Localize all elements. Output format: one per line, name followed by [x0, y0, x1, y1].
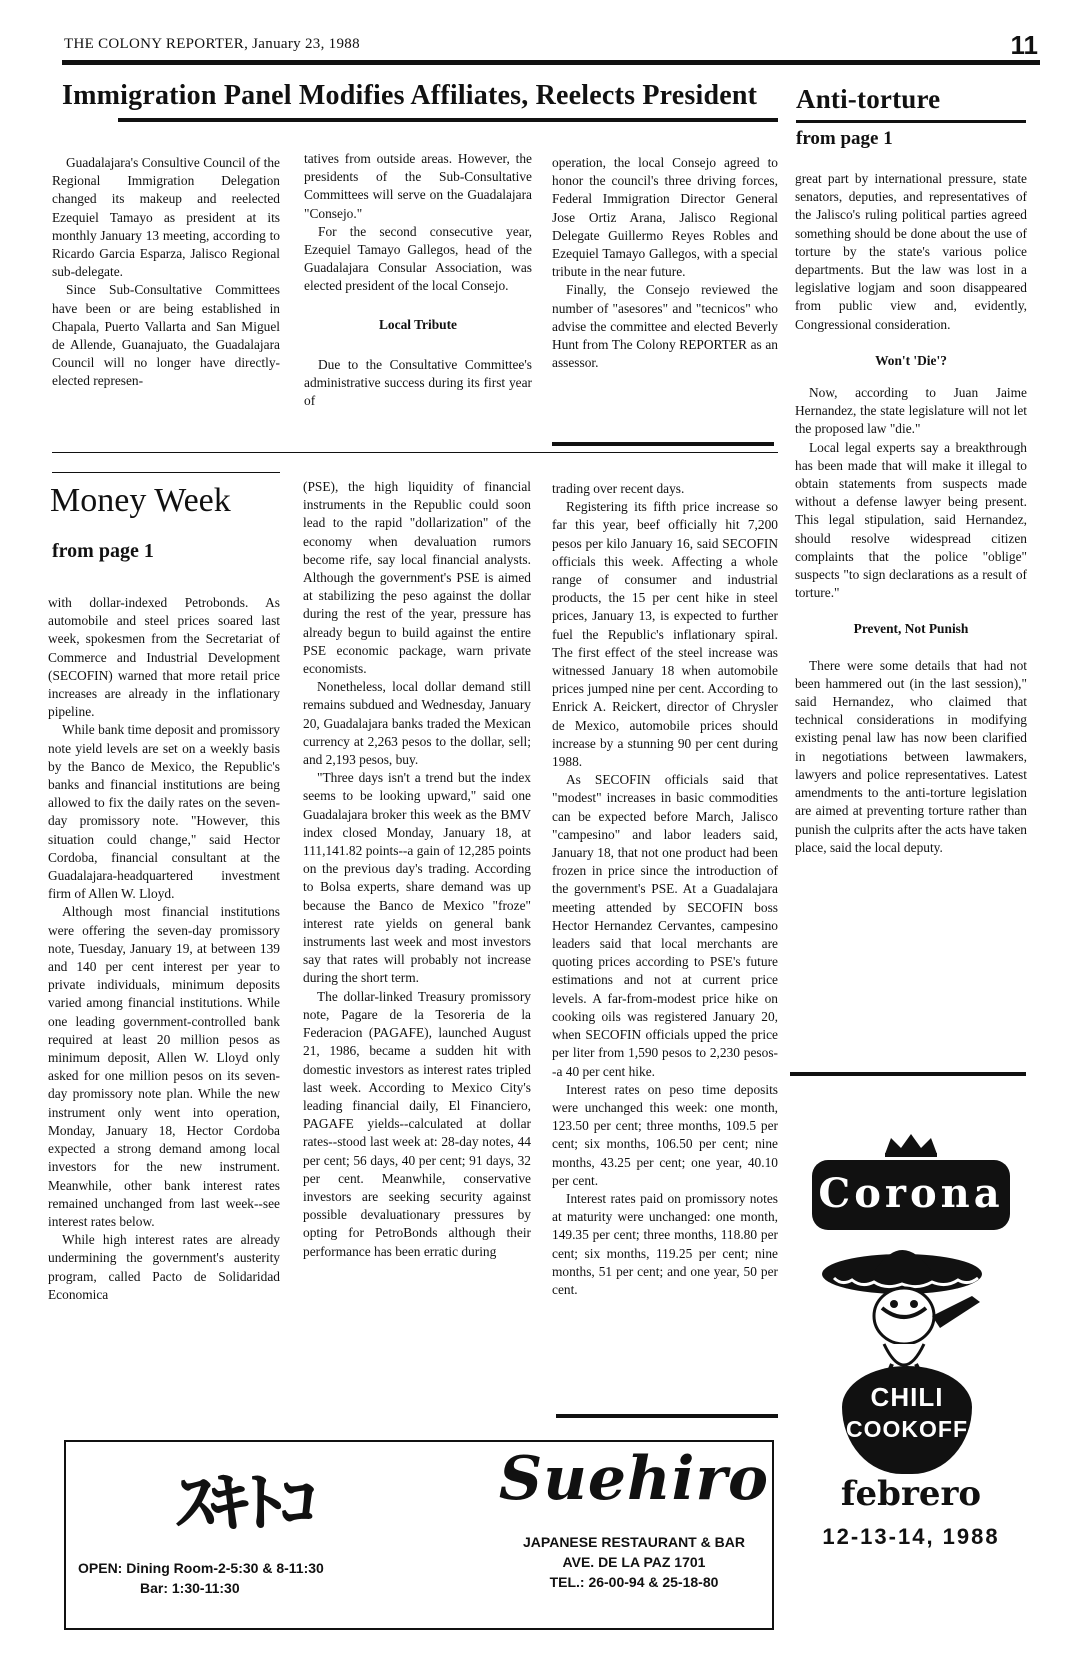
- corona-ad: [812, 1128, 1010, 1466]
- money-paragraph: As SECOFIN officials said that "modest" increases in basic commodities can be expected before March, Jalisco "campesino" and labor leaders said, January 18, that not one product had been frozen in price since the introduction of the government's PSE. At a Guadalajara meeting attended by SECOFIN boss Hector Hernandez Cervantes, campesino leaders said that local merchants are quoting prices according to PSE's future estimations and not at current price levels. A far-from-modest price hike on cooking oils was registered January 20, when SECOFIN officials upped the price per liter from 1,590 pesos to 2,230 pesos--a 40 per cent hike.: [552, 772, 778, 1079]
- money-paragraph: Interest rates paid on promissory notes at maturity were unchanged: one month, 149.35 per cent; three months, 118.80 per cent; six months, 119.25 per cent; nine months, 51 per cent; and one year, 50 per cent.: [552, 1190, 778, 1297]
- antitorture-column: [795, 170, 1027, 1080]
- money-paragraph: Nonetheless, local dollar demand still remains subdued and Wednesday, January 20, Guadalajara banks traded the Mexican currency at 2,263 pesos to the dollar, sell; and 2,193 pesos, buy.: [303, 679, 531, 768]
- immigration-headline: Immigration Panel Modifies Affiliates, Reelects President: [62, 80, 758, 111]
- masthead: [64, 30, 1038, 60]
- money-headline: Money Week: [50, 482, 231, 519]
- cookoff-pot: [842, 1366, 972, 1474]
- money-paragraph: While bank time deposit and promissory note yield levels are set on a weekly basis by the Banco de Mexico, the Republic's banks and financial institutions are being allowed to fix the daily rates on the seven-day promissory note. "However, this situation could change," said Hector Cordoba, financial consultant at the Guadalajara-headquartered investment firm of Allen W. Lloyd.: [48, 722, 280, 902]
- cookoff-line-1: CHILI: [870, 1382, 944, 1412]
- corona-dates: 12-13-14, 1988: [822, 1524, 1000, 1549]
- antitorture-headline-rule: [796, 120, 1026, 123]
- suehiro-line-2: AVE. DE LA PAZ 1701: [562, 1554, 706, 1570]
- money-column-1: [48, 594, 280, 1414]
- money-paragraph: While high interest rates are already undermining the government's austerity program, called Pacto de Solidaridad Economica: [48, 1232, 280, 1302]
- restaurant-ads-box: [64, 1440, 774, 1630]
- money-end-rule: [556, 1414, 778, 1418]
- kito-logo: ｽｷﾄｺ: [177, 1467, 315, 1541]
- kito-ad: [66, 1442, 396, 1628]
- corona-month: febrero: [840, 1474, 982, 1514]
- masthead-rule: [62, 60, 1040, 65]
- antitorture-end-rule: [790, 1072, 1026, 1076]
- money-paragraph: "Three days isn't a trend but the index seems to be looking upward," said one Guadalajara broker this week as the BMV index closed Monday, January 18, at 111,141.82 points--a gain of 12,285 points on the previous day's trading. According to Bolsa experts, share demand was up because the Banco de Mexico "froze" interest rate yields on general bank instruments last week and most investors say that rates will probably not increase during the short term.: [303, 770, 531, 986]
- publication-line: THE COLONY REPORTER, January 23, 1988: [64, 36, 360, 52]
- money-paragraph: Interest rates on peso time deposits were unchanged this week: one month, 123.50 per cent; three months, 109.5 per cent; six months, 106.50 per cent; nine months, 43.25 per cent; one year, 40.10 per cent.: [552, 1081, 778, 1188]
- antitorture-subhead-1: Won't 'Die'?: [875, 352, 947, 368]
- immigration-paragraph: For the second consecutive year, Ezequiel Tamayo Gallegos, head of the Guadalajara Consular Association, was elected president of the local Consejo.: [304, 223, 532, 294]
- antitorture-from-page: from page 1: [796, 128, 893, 149]
- section-divider: [52, 452, 778, 453]
- antitorture-paragraph: Local legal experts say a breakthrough has been made that will make it illegal to obtain statements from suspects made without a defense lawyer being present. This legal stipulation, said Hernandez, should resolve widespread citizen complaints that the police "oblige" suspects "to sign declarations as a result of torture.": [795, 439, 1027, 601]
- immigration-column-1: [52, 154, 280, 444]
- immigration-paragraph: Since Sub-Consultative Committees have been or are being established in Chapala, Puerto Vallarta and San Miguel de Allende, Guanajuato, the Guadalajara Council will no longer have directly-elected represen-: [52, 282, 280, 389]
- money-from-page: from page 1: [52, 540, 154, 562]
- immigration-end-rule: [552, 442, 774, 446]
- immigration-column-3: [552, 154, 778, 434]
- immigration-paragraph: Guadalajara's Consultive Council of the Regional Immigration Delegation changed its makeup and reelected Ezequiel Tamayo as president at its monthly January 13 meeting, according to Ricardo Garcia Esparza, Jalisco Regional sub-delegate.: [52, 155, 280, 280]
- money-column-2: [303, 478, 531, 1412]
- immigration-paragraph: operation, the local Consejo agreed to honor the council's three driving forces, Federal Immigration Director General Jose Ortiz Arana, Jalisco Regional Delegate Guillermo Reyes Robles and Ezequiel Tamayo Gallegos, with a special tribute in the near future.: [552, 155, 778, 280]
- kito-hours-2: Bar: 1:30-11:30: [140, 1580, 240, 1596]
- immigration-paragraph: Due to the Consultative Committee's administrative success during its first year of: [304, 356, 532, 409]
- suehiro-logo: Suehiro: [498, 1444, 770, 1514]
- money-paragraph: Registering its fifth price increase so far this year, beef officially hit 7,200 pesos per kilo January 16, said SECOFIN officials this week. Affecting a whole range of consumer and industrial products, the 15 per cent hike in steel prices, January 13, is expected to further fuel the Republic's inflationary spiral. The first effect of the steel increase was witnessed January 18 when automobile prices jumped nine per cent. According to Enrick A. Reickert, director of Chrysler de Mexico, automobile prices should increase by a stunning 90 per cent during 1988.: [552, 499, 778, 770]
- immigration-headline-rule: [118, 118, 778, 122]
- suehiro-ad: [496, 1442, 772, 1628]
- cookoff-line-2: COOKOFF: [846, 1416, 968, 1442]
- crown-icon: [881, 1132, 941, 1158]
- corona-logo-plate: [812, 1160, 1010, 1230]
- corona-brand: Corona: [818, 1170, 1004, 1217]
- immigration-column-2: [304, 150, 532, 446]
- antitorture-paragraph: There were some details that had not been hammered out (in the last session)," said Hernandez, who claimed that technical considerations in modifying existing penal law has now been clarified in negotiations between lawmakers, lawyers and police representatives. Latest amendments to the anti-torture legislation are aimed at preventing torture rather than punish the culprits after the acts have taken place, said the local deputy.: [795, 657, 1027, 855]
- money-paragraph: trading over recent days.: [552, 481, 685, 496]
- immigration-paragraph: Finally, the Consejo reviewed the number of "asesores" and "tecnicos" who advise the committee and elected Beverly Hunt from The Colony REPORTER as an assessor.: [552, 282, 778, 371]
- immigration-paragraph: tatives from outside areas. However, the presidents of the Sub-Consultative Committees will serve on the Guadalajara "Consejo.": [304, 151, 532, 221]
- suehiro-line-1: JAPANESE RESTAURANT & BAR: [523, 1534, 745, 1550]
- money-paragraph: with dollar-indexed Petrobonds. As automobile and steel prices soared last week, spokesmen from the Secretariat of Commerce and Industrial Development (SECOFIN) warned that more retail price increases are already in the inflationary pipeline.: [48, 595, 280, 720]
- antitorture-headline: Anti-torture: [796, 84, 941, 114]
- antitorture-paragraph: Now, according to Juan Jaime Hernandez, the state legislature will not let the proposed law "die.": [795, 385, 1027, 437]
- money-column-3: [552, 480, 778, 1412]
- kito-hours-1: OPEN: Dining Room-2-5:30 & 8-11:30: [78, 1560, 324, 1576]
- money-top-rule: [52, 472, 280, 473]
- antitorture-subhead-2: Prevent, Not Punish: [853, 621, 969, 637]
- suehiro-line-3: TEL.: 26-00-94 & 25-18-80: [549, 1574, 719, 1590]
- money-paragraph: Although most financial institutions were offering the seven-day promissory note, Tuesday, January 19, at between 139 and 140 per cent interest per year to private individuals, minimum deposits varied among financial institutions. While one leading government-controlled bank required at least 20 million pesos as minimum deposit, Allen W. Lloyd only asked for one million pesos on its seven-day promissory note plan. While the new instrument only went into operation, Monday, January 18, Hector Cordoba expected a strong demand among local investors for the new instrument. Meanwhile, other bank interest rates remained unchanged from last week--see interest rates below.: [48, 904, 280, 1229]
- immigration-article: [62, 80, 774, 112]
- antitorture-header: [796, 84, 1036, 115]
- money-paragraph: (PSE), the high liquidity of financial instruments in the Republic could soon lead to the rapid "dollarization" of the economy when devaluation rumors become rife, say local financial analysts. Although the government's PSE is aimed at stabilizing the peso against the dollar during the rest of the year, pressure has already begun to build against the entire PSE economic package, warn private economists.: [303, 479, 531, 677]
- page-number: 11: [1010, 30, 1038, 60]
- immigration-subhead: Local Tribute: [379, 316, 457, 332]
- antitorture-paragraph: great part by international pressure, state senators, deputies, and representatives of the Jalisco's ruling political parties agreed something should be done about the use of torture by the state's various police departments. But the law was lost in a legislative logjam and soon disappeared from public view and, evidently, Congressional consideration.: [795, 171, 1027, 332]
- money-paragraph: The dollar-linked Treasury promissory note, Pagare de la Tesoreria de la Federacion (PAGAFE), launched August 21, 1986, became a sudden hit with domestic investors as interest rates tripled last week. According to Mexico City's leading financial daily, El Financiero, PAGAFE yields--calculated at dollar rates--stood last week at: 28-day notes, 44 per cent; 56 days, 40 per cent; 91 days, 32 per cent. Meanwhile, conservative investors are seeking security against possible devaluationary pressures by opting for PetroBonds although their performance has been erratic during: [303, 988, 531, 1259]
